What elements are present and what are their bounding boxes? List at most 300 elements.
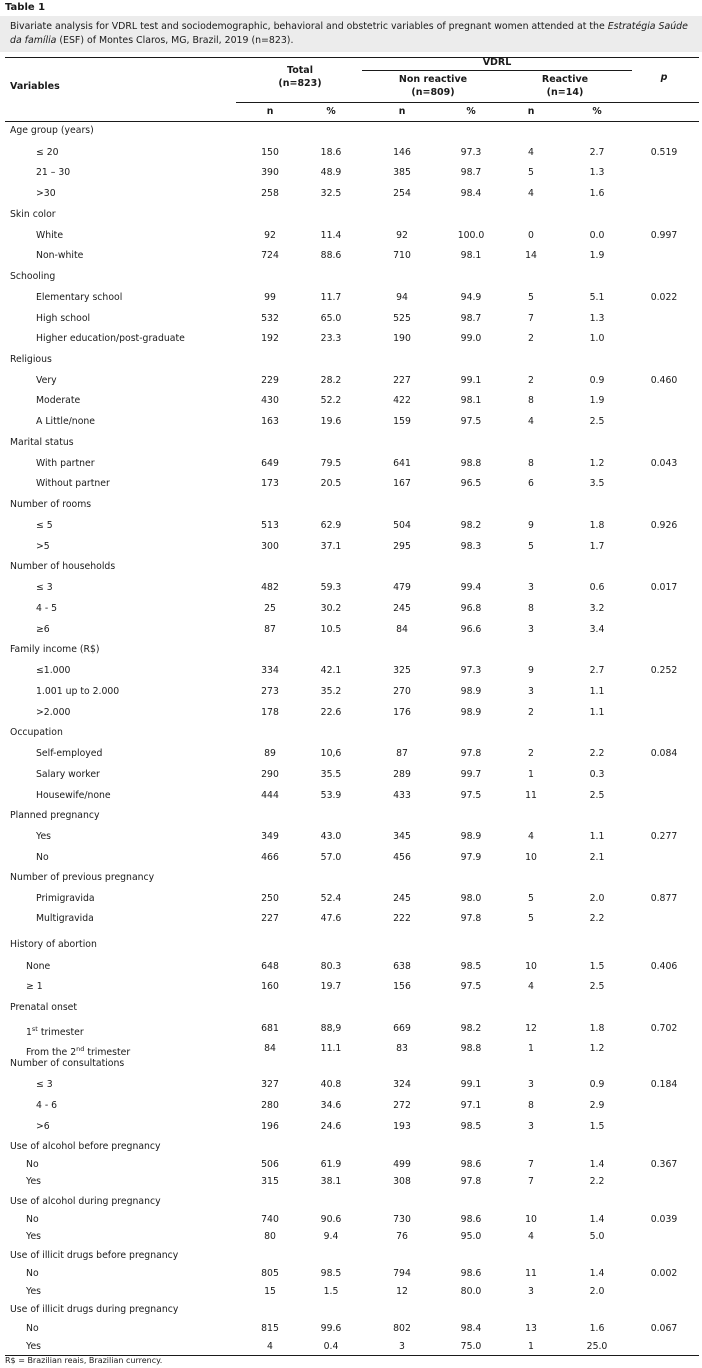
cell-reactive-percent: 1.7	[589, 541, 605, 552]
category-heading: Planned pregnancy	[10, 810, 100, 821]
cell-nonreactive-n: 422	[393, 395, 411, 406]
cell-reactive-n: 1	[528, 1341, 534, 1352]
category-heading: Use of alcohol during pregnancy	[10, 1196, 161, 1207]
cell-nonreactive-percent: 97.8	[460, 748, 482, 759]
cell-nonreactive-n: 794	[393, 1268, 411, 1279]
cell-total-n: 444	[261, 790, 279, 801]
cell-total-percent: 52.4	[320, 893, 342, 904]
row-label: None	[26, 961, 51, 972]
row-label: 1.001 up to 2.000	[36, 686, 120, 697]
cell-nonreactive-n: 456	[393, 852, 411, 863]
cell-p-value: 0.002	[650, 1268, 678, 1279]
cell-reactive-n: 7	[528, 1159, 534, 1170]
cell-total-n: 506	[261, 1159, 279, 1170]
subheader-n: n	[266, 106, 274, 117]
row-label: Elementary school	[36, 292, 123, 303]
cell-total-n: 805	[261, 1268, 279, 1279]
cell-total-percent: 23.3	[320, 333, 342, 344]
row-label	[26, 1023, 84, 1039]
cell-nonreactive-n: 94	[396, 292, 408, 303]
row-label: 4 - 5	[36, 603, 58, 614]
cell-reactive-percent: 1.6	[589, 188, 605, 199]
cell-total-percent: 30.2	[320, 603, 342, 614]
cell-nonreactive-n: 525	[393, 313, 411, 324]
cell-nonreactive-percent: 98.7	[460, 313, 482, 324]
cell-total-percent: 99.6	[320, 1323, 342, 1334]
cell-p-value: 0.460	[650, 375, 678, 386]
cell-total-percent: 35.2	[320, 686, 342, 697]
cell-reactive-n: 8	[528, 458, 534, 469]
subheader-percent: %	[592, 106, 602, 117]
cell-total-n: 229	[261, 375, 279, 386]
cell-nonreactive-n: 83	[396, 1043, 408, 1054]
row-label: ≥6	[36, 624, 50, 635]
cell-reactive-n: 3	[528, 582, 534, 593]
cell-reactive-n: 5	[528, 541, 534, 552]
cell-total-n: 173	[261, 478, 279, 489]
cell-nonreactive-percent: 98.4	[460, 1323, 482, 1334]
cell-nonreactive-n: 146	[393, 147, 411, 158]
cell-reactive-n: 5	[528, 292, 534, 303]
row-label: No	[36, 852, 49, 863]
cell-total-n: 740	[261, 1214, 279, 1225]
cell-nonreactive-percent: 98.1	[460, 250, 482, 261]
cell-total-n: 649	[261, 458, 279, 469]
cell-nonreactive-percent: 98.8	[460, 1043, 482, 1054]
cell-nonreactive-n: 289	[393, 769, 411, 780]
cell-total-percent: 61.9	[320, 1159, 342, 1170]
cell-p-value: 0.017	[650, 582, 678, 593]
cell-reactive-percent: 2.2	[589, 748, 605, 759]
cell-reactive-percent: 1.2	[589, 1043, 605, 1054]
cell-nonreactive-percent: 98.5	[460, 961, 482, 972]
cell-p-value: 0.702	[650, 1023, 678, 1034]
cell-reactive-percent: 1.8	[589, 520, 605, 531]
cell-nonreactive-n: 167	[393, 478, 411, 489]
cell-reactive-n: 0	[528, 230, 534, 241]
cell-nonreactive-percent: 98.6	[460, 1268, 482, 1279]
cell-reactive-n: 9	[528, 520, 534, 531]
cell-nonreactive-percent: 97.8	[460, 1176, 482, 1187]
cell-nonreactive-percent: 97.5	[460, 416, 482, 427]
caption-suffix: (ESF) of Montes Claros, MG, Brazil, 2019 (n=823).	[56, 35, 294, 46]
category-heading: Skin color	[10, 209, 56, 220]
cell-reactive-n: 5	[528, 893, 534, 904]
category-heading: Number of rooms	[10, 499, 92, 510]
cell-nonreactive-n: 730	[393, 1214, 411, 1225]
cell-total-percent: 20.5	[320, 478, 342, 489]
row-label: No	[26, 1214, 39, 1225]
cell-p-value: 0.039	[650, 1214, 678, 1225]
cell-nonreactive-n: 193	[393, 1121, 411, 1132]
cell-reactive-percent: 0.6	[589, 582, 605, 593]
row-label: Yes	[26, 1286, 42, 1297]
row-label: ≥ 1	[26, 981, 43, 992]
cell-nonreactive-n: 76	[396, 1231, 408, 1242]
cell-reactive-n: 4	[528, 416, 534, 427]
cell-nonreactive-n: 222	[393, 913, 411, 924]
header-bottom-rule	[5, 121, 699, 122]
cell-reactive-percent: 1.4	[589, 1214, 605, 1225]
category-heading: Use of illicit drugs during pregnancy	[10, 1304, 179, 1315]
cell-nonreactive-n: 345	[393, 831, 411, 842]
subheader-percent: %	[466, 106, 476, 117]
row-label: >5	[36, 541, 50, 552]
cell-total-percent: 37.1	[320, 541, 342, 552]
row-label: >30	[36, 188, 56, 199]
cell-total-n: 163	[261, 416, 279, 427]
row-label	[26, 1043, 130, 1059]
cell-nonreactive-n: 12	[396, 1286, 408, 1297]
cell-total-n: 724	[261, 250, 279, 261]
cell-nonreactive-n: 638	[393, 961, 411, 972]
row-label: Yes	[26, 1341, 42, 1352]
cell-reactive-percent: 1.4	[589, 1268, 605, 1279]
header-non-reactive: Non reactive	[398, 74, 468, 85]
cell-total-n: 482	[261, 582, 279, 593]
cell-p-value: 0.997	[650, 230, 678, 241]
cell-nonreactive-percent: 98.2	[460, 1023, 482, 1034]
cell-nonreactive-percent: 99.1	[460, 1079, 482, 1090]
cell-total-n: 466	[261, 852, 279, 863]
cell-reactive-n: 4	[528, 1231, 534, 1242]
row-label: No	[26, 1159, 39, 1170]
cell-nonreactive-percent: 96.8	[460, 603, 482, 614]
cell-reactive-n: 1	[528, 1043, 534, 1054]
category-heading: Prenatal onset	[10, 1002, 78, 1013]
cell-total-percent: 90.6	[320, 1214, 342, 1225]
cell-nonreactive-percent: 98.1	[460, 395, 482, 406]
cell-total-n: 160	[261, 981, 279, 992]
cell-p-value: 0.367	[650, 1159, 678, 1170]
cell-reactive-percent: 2.5	[589, 790, 605, 801]
cell-nonreactive-percent: 96.5	[460, 478, 482, 489]
row-label: >6	[36, 1121, 50, 1132]
header-reactive: Reactive	[541, 74, 589, 85]
row-label: Primigravida	[36, 893, 95, 904]
row-label: White	[36, 230, 64, 241]
cell-reactive-n: 4	[528, 981, 534, 992]
cell-reactive-n: 10	[525, 961, 537, 972]
cell-nonreactive-percent: 98.0	[460, 893, 482, 904]
cell-nonreactive-n: 156	[393, 981, 411, 992]
row-label: Higher education/post-graduate	[36, 333, 185, 344]
cell-nonreactive-n: 433	[393, 790, 411, 801]
header-non-reactive-n: (n=809)	[411, 87, 455, 98]
cell-nonreactive-percent: 97.9	[460, 852, 482, 863]
row-label: Yes	[26, 1176, 42, 1187]
cell-nonreactive-n: 385	[393, 167, 411, 178]
cell-p-value: 0.184	[650, 1079, 678, 1090]
cell-nonreactive-n: 92	[396, 230, 408, 241]
cell-total-percent: 22.6	[320, 707, 342, 718]
cell-reactive-n: 14	[525, 250, 537, 261]
row-label: Salary worker	[36, 769, 100, 780]
cell-nonreactive-percent: 98.9	[460, 707, 482, 718]
cell-reactive-n: 5	[528, 167, 534, 178]
row-label: ≤ 3	[36, 1079, 53, 1090]
cell-total-n: 89	[264, 748, 276, 759]
cell-p-value: 0.406	[650, 961, 678, 972]
cell-nonreactive-percent: 95.0	[460, 1231, 482, 1242]
cell-reactive-n: 11	[525, 790, 537, 801]
cell-reactive-n: 8	[528, 603, 534, 614]
cell-nonreactive-percent: 97.1	[460, 1100, 482, 1111]
row-label: Moderate	[36, 395, 81, 406]
cell-nonreactive-n: 159	[393, 416, 411, 427]
cell-reactive-percent: 1.6	[589, 1323, 605, 1334]
cell-reactive-n: 3	[528, 1121, 534, 1132]
row-label-text: trimester	[37, 1027, 84, 1039]
cell-p-value: 0.067	[650, 1323, 678, 1334]
cell-total-percent: 0.4	[323, 1341, 339, 1352]
cell-reactive-percent: 1.2	[589, 458, 605, 469]
cell-p-value: 0.252	[650, 665, 678, 676]
cell-nonreactive-n: 669	[393, 1023, 411, 1034]
cell-nonreactive-percent: 80.0	[460, 1286, 482, 1297]
cell-total-n: 25	[264, 603, 276, 614]
cell-p-value: 0.877	[650, 893, 678, 904]
cell-nonreactive-n: 3	[399, 1341, 405, 1352]
row-label: No	[26, 1323, 39, 1334]
cell-nonreactive-percent: 98.7	[460, 167, 482, 178]
row-label-text: trimester	[84, 1047, 131, 1059]
cell-reactive-percent: 1.9	[589, 250, 605, 261]
cell-total-n: 648	[261, 961, 279, 972]
cell-total-percent: 19.7	[320, 981, 342, 992]
cell-total-n: 280	[261, 1100, 279, 1111]
cell-total-n: 300	[261, 541, 279, 552]
footnote: R$ = Brazilian reais, Brazilian currency.	[5, 1356, 163, 1365]
cell-reactive-percent: 0.0	[589, 230, 605, 241]
row-label: ≤ 20	[36, 147, 59, 158]
row-label: >2.000	[36, 707, 71, 718]
cell-reactive-percent: 1.5	[589, 961, 605, 972]
cell-total-percent: 62.9	[320, 520, 342, 531]
cell-nonreactive-percent: 98.9	[460, 686, 482, 697]
cell-total-percent: 11.4	[320, 230, 342, 241]
header-reactive-n: (n=14)	[546, 87, 584, 98]
cell-reactive-percent: 1.1	[589, 686, 605, 697]
cell-reactive-n: 4	[528, 188, 534, 199]
cell-nonreactive-percent: 97.8	[460, 913, 482, 924]
cell-nonreactive-n: 710	[393, 250, 411, 261]
cell-total-percent: 35.5	[320, 769, 342, 780]
row-label-superscript: nd	[76, 1045, 85, 1053]
row-label-superscript: st	[31, 1025, 38, 1033]
cell-total-n: 87	[264, 624, 276, 635]
cell-total-percent: 32.5	[320, 188, 342, 199]
cell-reactive-percent: 1.3	[589, 167, 605, 178]
cell-total-percent: 9.4	[323, 1231, 339, 1242]
cell-nonreactive-n: 499	[393, 1159, 411, 1170]
cell-total-n: 258	[261, 188, 279, 199]
cell-total-n: 4	[267, 1341, 273, 1352]
cell-reactive-n: 3	[528, 1286, 534, 1297]
cell-reactive-n: 3	[528, 1079, 534, 1090]
subheader-n: n	[398, 106, 406, 117]
cell-nonreactive-n: 270	[393, 686, 411, 697]
subheader-percent: %	[326, 106, 336, 117]
cell-reactive-n: 11	[525, 1268, 537, 1279]
cell-reactive-percent: 2.2	[589, 913, 605, 924]
cell-total-percent: 40.8	[320, 1079, 342, 1090]
cell-nonreactive-percent: 98.3	[460, 541, 482, 552]
cell-reactive-n: 2	[528, 707, 534, 718]
cell-nonreactive-percent: 98.8	[460, 458, 482, 469]
cell-reactive-percent: 0.9	[589, 375, 605, 386]
cell-nonreactive-percent: 94.9	[460, 292, 482, 303]
row-label: ≤ 3	[36, 582, 53, 593]
cell-reactive-n: 2	[528, 333, 534, 344]
cell-total-n: 92	[264, 230, 276, 241]
cell-reactive-percent: 2.0	[589, 893, 605, 904]
header-variables: Variables	[10, 81, 60, 92]
cell-nonreactive-n: 802	[393, 1323, 411, 1334]
category-heading: Schooling	[10, 271, 56, 282]
row-label-text: From the 2	[26, 1047, 77, 1059]
cell-reactive-percent: 1.1	[589, 831, 605, 842]
cell-total-n: 227	[261, 913, 279, 924]
cell-total-percent: 34.6	[320, 1100, 342, 1111]
cell-total-percent: 38.1	[320, 1176, 342, 1187]
cell-nonreactive-percent: 97.3	[460, 147, 482, 158]
cell-reactive-percent: 3.5	[589, 478, 605, 489]
cell-reactive-n: 5	[528, 913, 534, 924]
cell-total-percent: 80.3	[320, 961, 342, 972]
cell-nonreactive-n: 87	[396, 748, 408, 759]
cell-total-n: 327	[261, 1079, 279, 1090]
cell-nonreactive-percent: 97.5	[460, 790, 482, 801]
cell-total-n: 196	[261, 1121, 279, 1132]
cell-reactive-percent: 3.2	[589, 603, 605, 614]
cell-nonreactive-percent: 99.1	[460, 375, 482, 386]
cell-nonreactive-n: 295	[393, 541, 411, 552]
header-total: Total	[287, 65, 313, 76]
row-label: Self-employed	[36, 748, 103, 759]
cell-nonreactive-n: 479	[393, 582, 411, 593]
cell-reactive-n: 12	[525, 1023, 537, 1034]
cell-reactive-n: 10	[525, 1214, 537, 1225]
row-label: High school	[36, 313, 91, 324]
cell-reactive-n: 7	[528, 1176, 534, 1187]
row-label: Housewife/none	[36, 790, 111, 801]
cell-total-percent: 79.5	[320, 458, 342, 469]
cell-nonreactive-percent: 97.3	[460, 665, 482, 676]
cell-reactive-n: 8	[528, 395, 534, 406]
cell-total-n: 513	[261, 520, 279, 531]
cell-total-percent: 24.6	[320, 1121, 342, 1132]
cell-total-n: 192	[261, 333, 279, 344]
cell-nonreactive-n: 254	[393, 188, 411, 199]
cell-total-n: 430	[261, 395, 279, 406]
cell-total-n: 315	[261, 1176, 279, 1187]
cell-reactive-percent: 2.7	[589, 665, 605, 676]
cell-reactive-percent: 1.4	[589, 1159, 605, 1170]
cell-reactive-percent: 2.1	[589, 852, 605, 863]
category-heading: Age group (years)	[10, 125, 94, 136]
cell-reactive-n: 4	[528, 831, 534, 842]
cell-p-value: 0.277	[650, 831, 678, 842]
cell-total-percent: 53.9	[320, 790, 342, 801]
cell-total-percent: 43.0	[320, 831, 342, 842]
cell-total-n: 334	[261, 665, 279, 676]
cell-p-value: 0.043	[650, 458, 678, 469]
cell-reactive-n: 3	[528, 686, 534, 697]
cell-reactive-percent: 2.9	[589, 1100, 605, 1111]
category-heading: Marital status	[10, 437, 74, 448]
row-label: Very	[36, 375, 57, 386]
cell-total-percent: 59.3	[320, 582, 342, 593]
cell-reactive-n: 3	[528, 624, 534, 635]
cell-total-n: 681	[261, 1023, 279, 1034]
cell-nonreactive-n: 245	[393, 603, 411, 614]
cell-reactive-n: 6	[528, 478, 534, 489]
cell-total-n: 532	[261, 313, 279, 324]
cell-reactive-n: 7	[528, 313, 534, 324]
cell-p-value: 0.084	[650, 748, 678, 759]
cell-nonreactive-percent: 98.9	[460, 831, 482, 842]
cell-nonreactive-percent: 97.5	[460, 981, 482, 992]
cell-total-percent: 1.5	[323, 1286, 339, 1297]
cell-reactive-n: 2	[528, 375, 534, 386]
cell-reactive-n: 13	[525, 1323, 537, 1334]
table-caption	[10, 20, 698, 48]
category-heading: Number of consultations	[10, 1058, 125, 1069]
header-p: p	[660, 72, 668, 83]
cell-p-value: 0.022	[650, 292, 678, 303]
cell-nonreactive-percent: 98.5	[460, 1121, 482, 1132]
cell-total-percent: 11.1	[320, 1043, 342, 1054]
category-heading: History of abortion	[10, 939, 97, 950]
header-total-n: (n=823)	[278, 78, 322, 89]
cell-total-percent: 88,9	[320, 1023, 342, 1034]
row-label: Yes	[26, 1231, 42, 1242]
cell-total-n: 273	[261, 686, 279, 697]
row-label: ≤1.000	[36, 665, 71, 676]
cell-reactive-percent: 2.7	[589, 147, 605, 158]
cell-total-n: 80	[264, 1231, 276, 1242]
subheader-rule	[236, 102, 699, 103]
cell-total-percent: 11.7	[320, 292, 342, 303]
vdrl-rule	[362, 70, 632, 71]
category-heading: Number of households	[10, 561, 116, 572]
cell-reactive-percent: 1.9	[589, 395, 605, 406]
cell-nonreactive-percent: 98.6	[460, 1159, 482, 1170]
cell-p-value: 0.926	[650, 520, 678, 531]
cell-nonreactive-n: 272	[393, 1100, 411, 1111]
cell-nonreactive-percent: 98.2	[460, 520, 482, 531]
cell-total-n: 150	[261, 147, 279, 158]
cell-total-percent: 48.9	[320, 167, 342, 178]
cell-nonreactive-n: 324	[393, 1079, 411, 1090]
cell-nonreactive-n: 504	[393, 520, 411, 531]
cell-nonreactive-percent: 99.4	[460, 582, 482, 593]
cell-reactive-percent: 2.2	[589, 1176, 605, 1187]
cell-nonreactive-n: 190	[393, 333, 411, 344]
cell-total-percent: 57.0	[320, 852, 342, 863]
cell-reactive-percent: 5.0	[589, 1231, 605, 1242]
cell-reactive-percent: 0.9	[589, 1079, 605, 1090]
cell-nonreactive-percent: 96.6	[460, 624, 482, 635]
cell-nonreactive-n: 308	[393, 1176, 411, 1187]
cell-reactive-n: 9	[528, 665, 534, 676]
cell-total-percent: 10,6	[320, 748, 342, 759]
cell-reactive-percent: 2.5	[589, 981, 605, 992]
cell-nonreactive-percent: 75.0	[460, 1341, 482, 1352]
cell-nonreactive-n: 325	[393, 665, 411, 676]
cell-reactive-n: 1	[528, 769, 534, 780]
